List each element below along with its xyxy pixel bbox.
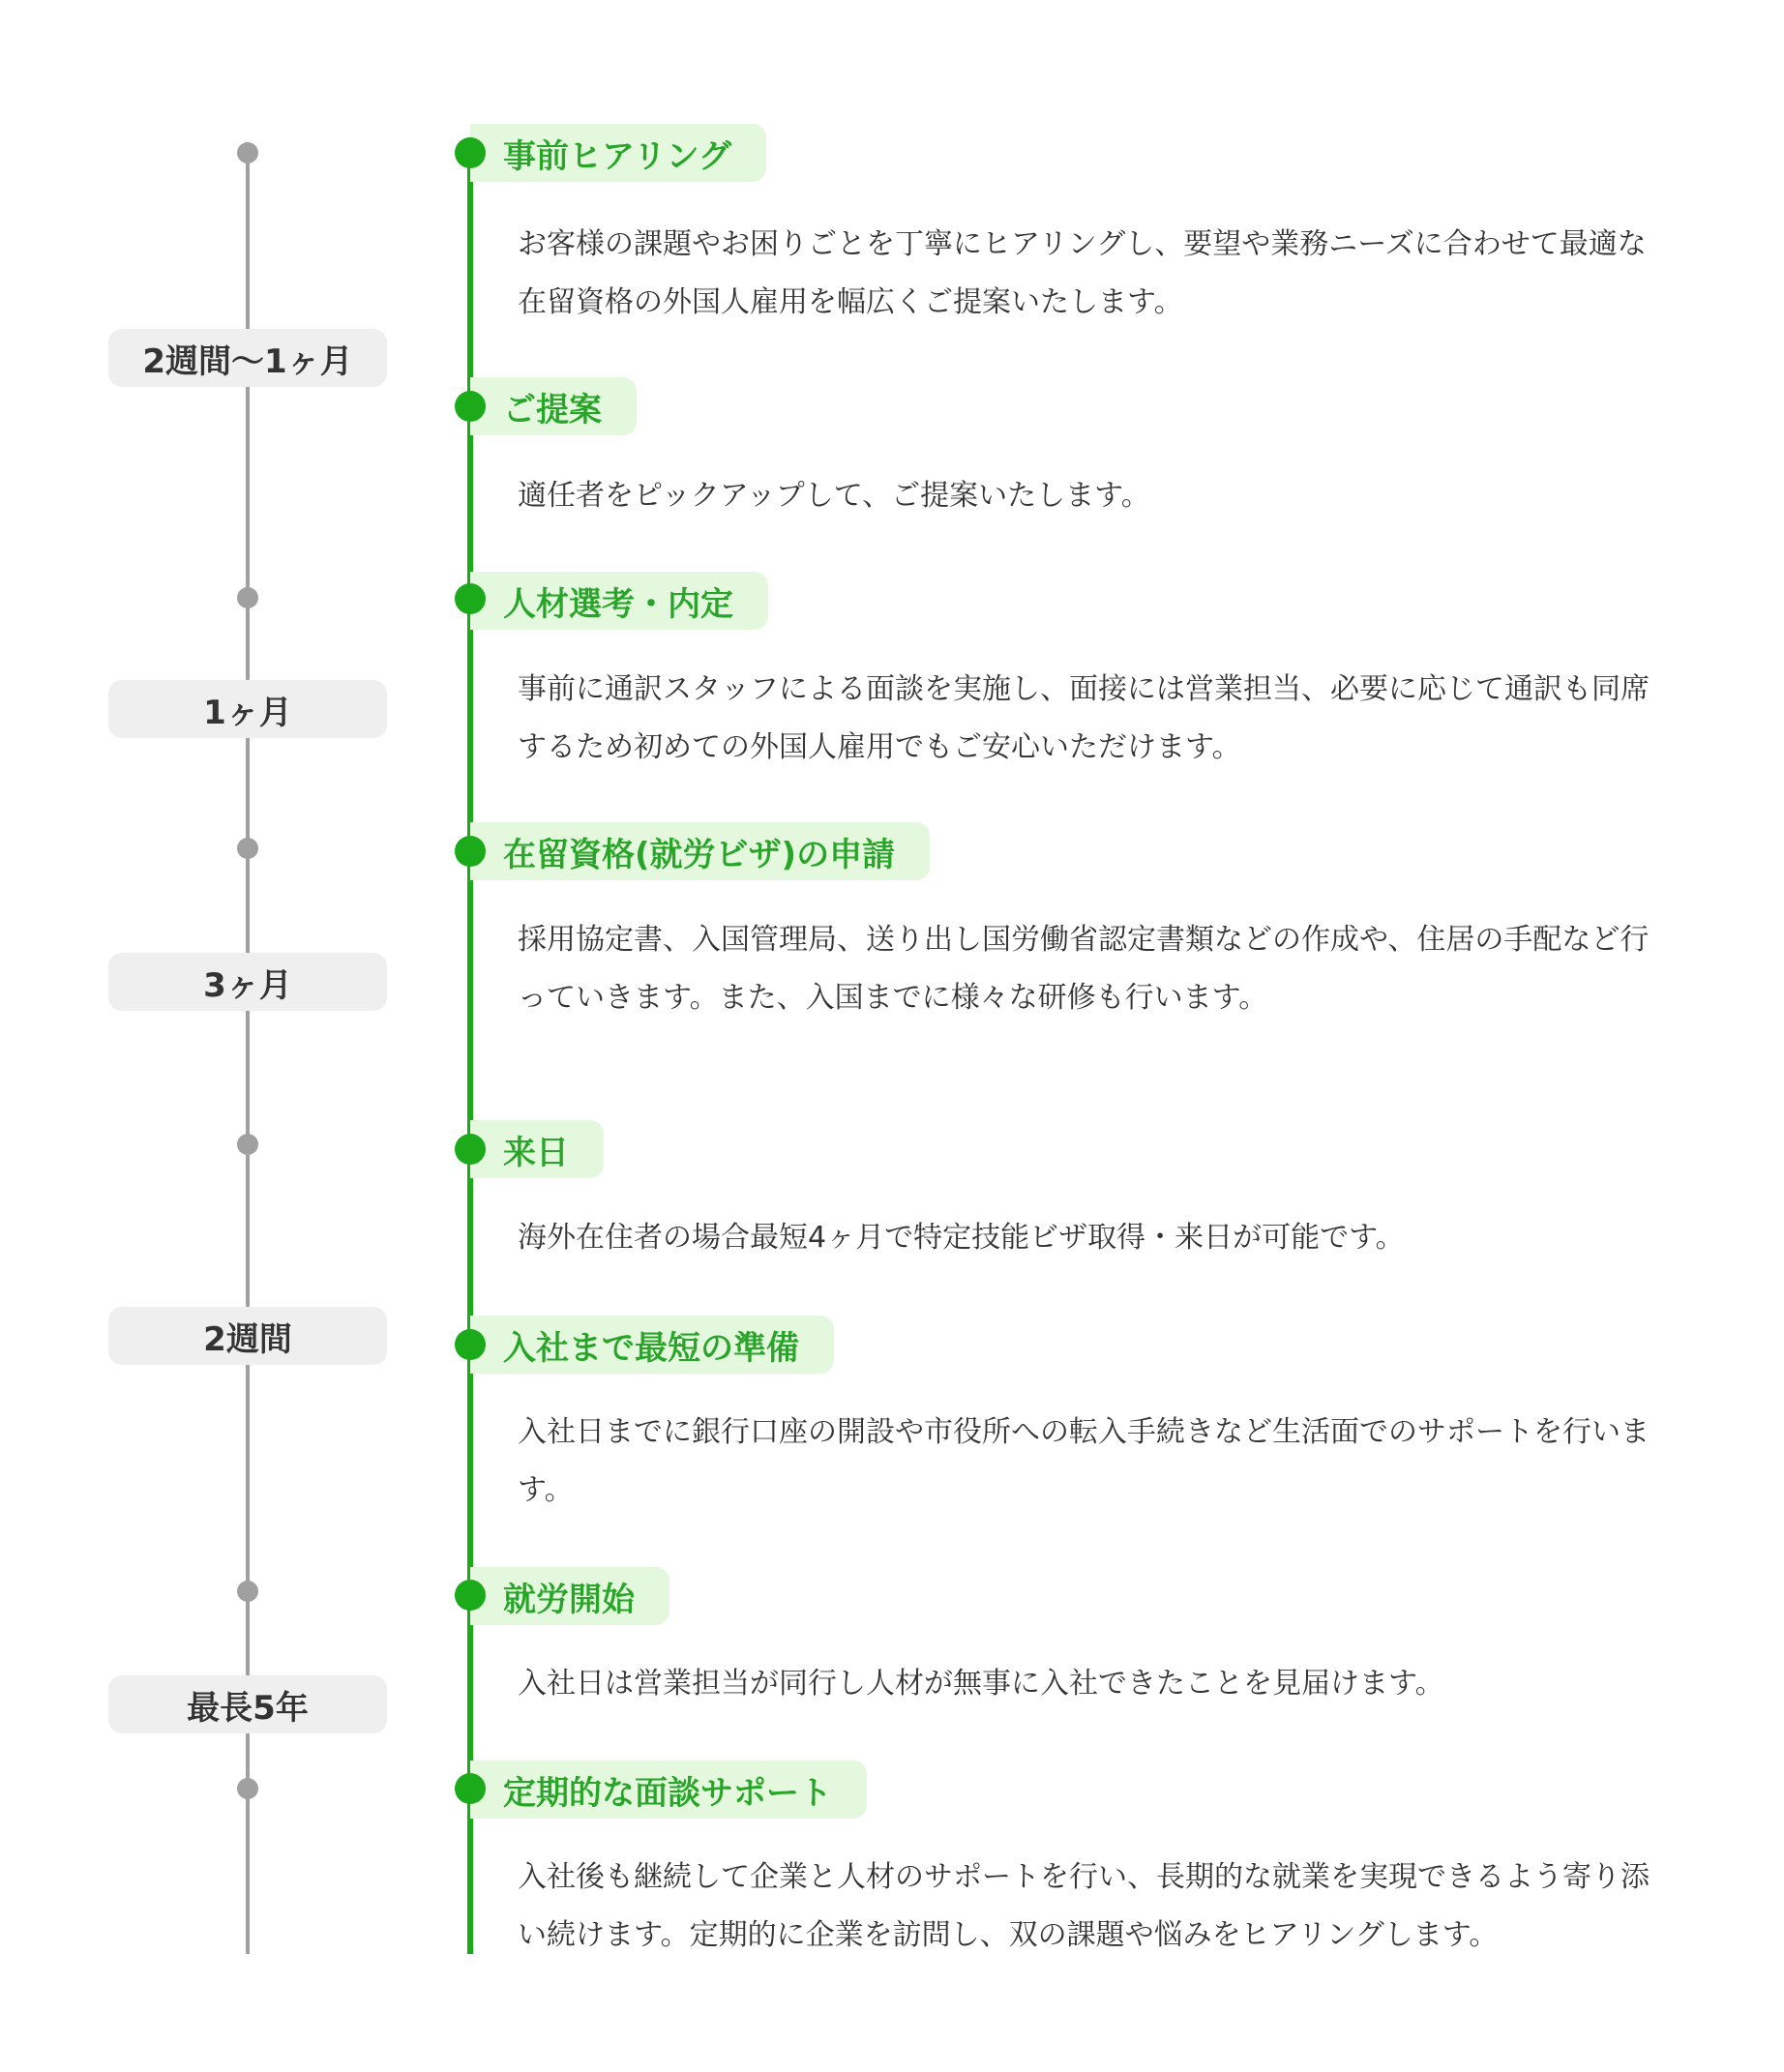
step-description: 入社日は営業担当が同行し人材が無事に入社できたことを見届けます。 <box>518 1667 1444 1701</box>
step-marker-dot <box>455 1580 486 1611</box>
step-marker-dot <box>455 1329 486 1360</box>
step-title: 事前ヒアリング <box>470 124 766 182</box>
step-title: 定期的な面談サポート <box>470 1761 867 1819</box>
step-marker-dot <box>455 1134 486 1165</box>
step-title: 人材選考・内定 <box>470 572 768 630</box>
step-title: ご提案 <box>470 377 637 435</box>
step-title: 入社まで最短の準備 <box>470 1316 834 1374</box>
period-marker-dot <box>237 142 258 163</box>
step-marker-dot <box>455 391 486 422</box>
step-description: 入社後も継続して企業と人材のサポートを行い、長期的な就業を実現できるよう寄り添い続けます。定期的に企業を訪問し、双の課題や悩みをヒアリングします。 <box>518 1860 1650 1952</box>
step-title: 就労開始 <box>470 1567 669 1625</box>
step-description: お客様の課題やお困りごとを丁寧にヒアリングし、要望や業務ニーズに合わせて最適な在留資格の外国人雇用を幅広くご提案いたします。 <box>518 227 1647 319</box>
step-description: 海外在住者の場合最短4ヶ月で特定技能ビザ取得・来日が可能です。 <box>518 1221 1405 1255</box>
step-description: 採用協定書、入国管理局、送り出し国労働省認定書類などの作成や、住居の手配など行っていきます。また、入国までに様々な研修も行います。 <box>518 923 1650 1015</box>
step-marker-dot <box>455 583 486 614</box>
step-title: 在留資格(就労ビザ)の申請 <box>470 822 930 880</box>
period-badge: 1ヶ月 <box>108 680 387 738</box>
period-badge: 3ヶ月 <box>108 953 387 1011</box>
period-badge: 2週間 <box>108 1307 387 1365</box>
period-marker-dot <box>237 838 258 859</box>
step-title: 来日 <box>470 1120 604 1178</box>
step-marker-dot <box>455 137 486 168</box>
step-marker-dot <box>455 836 486 867</box>
period-badge: 最長5年 <box>108 1675 387 1733</box>
period-marker-dot <box>237 587 258 608</box>
period-marker-dot <box>237 1778 258 1799</box>
period-badge: 2週間〜1ヶ月 <box>108 329 387 387</box>
step-description: 入社日までに銀行口座の開設や市役所への転入手続きなど生活面でのサポートを行います。 <box>518 1415 1650 1507</box>
step-marker-dot <box>455 1773 486 1804</box>
period-marker-dot <box>237 1134 258 1155</box>
period-marker-dot <box>237 1581 258 1602</box>
step-description: 事前に通訳スタッフによる面談を実施し、面接には営業担当、必要に応じて通訳も同席するため初めての外国人雇用でもご安心いただけます。 <box>518 672 1650 764</box>
step-description: 適任者をピックアップして、ご提案いたします。 <box>518 479 1150 513</box>
